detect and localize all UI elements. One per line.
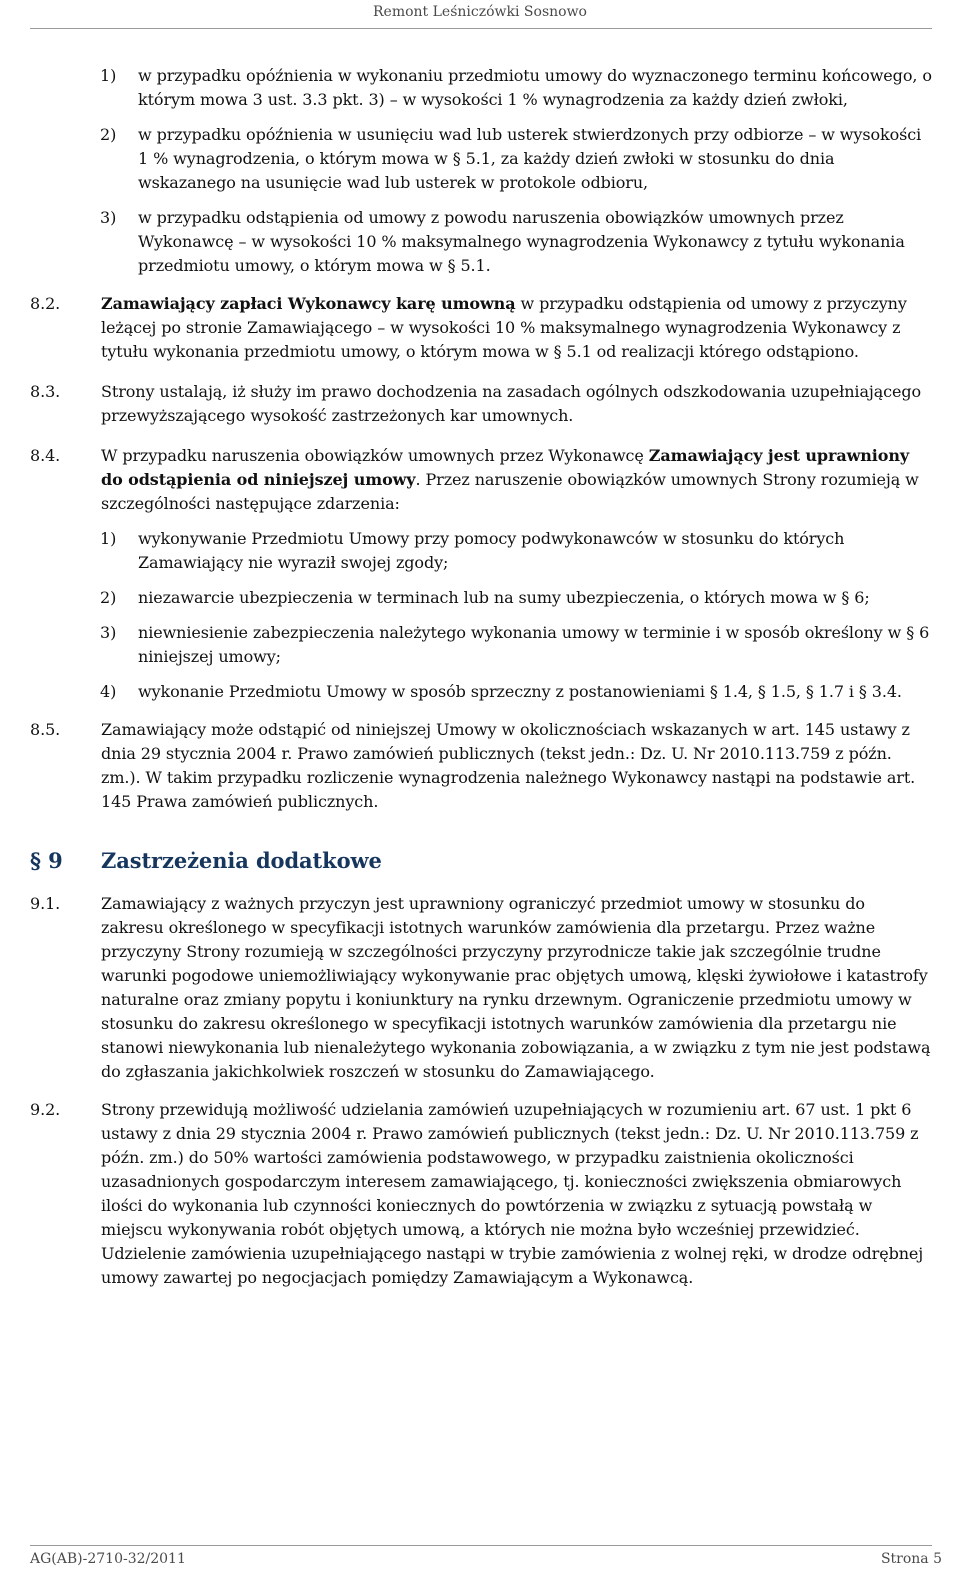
document-body bbox=[30, 64, 932, 1290]
document-reference: AG(AB)-2710-32/2011 bbox=[30, 1551, 186, 1567]
list-item-number: 2) bbox=[100, 588, 117, 607]
clause-text: . Przez naruszenie obowiązków umownych Strony rozumieją w szczególności następujące zdarzenia: bbox=[101, 470, 919, 513]
clause-text: Strony ustalają, iż służy im prawo dochodzenia na zasadach ogólnych odszkodowania uzupełniającego przewyższającego wysokość zastrzeżonych kar umownych. bbox=[101, 382, 922, 425]
section-number: § 9 bbox=[30, 848, 63, 873]
list-item-text: wykonanie Przedmiotu Umowy w sposób sprzeczny z postanowieniami § 1.4, § 1.5, § 1.7 i § 3.4. bbox=[138, 682, 902, 701]
list-item bbox=[30, 621, 932, 669]
list-item-text: w przypadku odstąpienia od umowy z powodu naruszenia obowiązków umownych przez Wykonawcę – w wysokości 10 % maksymalnego wynagrodzenia Wykonawcy z tytułu wykonania przedmiotu umowy, o którym mowa w § 5.1. bbox=[138, 208, 905, 275]
header-divider bbox=[30, 28, 932, 29]
footer-divider bbox=[30, 1545, 932, 1546]
list-item-text: wykonywanie Przedmiotu Umowy przy pomocy podwykonawców w stosunku do których Zamawiający nie wyraził swojej zgody; bbox=[138, 529, 845, 572]
clause-text: W przypadku naruszenia obowiązków umownych przez Wykonawcę bbox=[101, 446, 644, 465]
clause-8-2 bbox=[30, 292, 932, 364]
list-item-text: niezawarcie ubezpieczenia w terminach lub na sumy ubezpieczenia, o których mowa w § 6; bbox=[138, 588, 870, 607]
section-heading bbox=[30, 849, 932, 881]
list-item-text: niewniesienie zabezpieczenia należytego wykonania umowy w terminie i w sposób określony w § 6 niniejszej umowy; bbox=[138, 623, 930, 666]
clause-bold-text: Zamawiający zapłaci Wykonawcy karę umowną bbox=[101, 294, 516, 313]
clause-8-5 bbox=[30, 718, 932, 814]
list-item bbox=[30, 586, 932, 610]
running-header: Remont Leśniczówki Sosnowo bbox=[373, 4, 587, 20]
list-item bbox=[30, 64, 932, 112]
list-item-number: 4) bbox=[100, 682, 117, 701]
clause-9-2 bbox=[30, 1098, 932, 1290]
list-item-text: w przypadku opóźnienia w wykonaniu przedmiotu umowy do wyznaczonego terminu końcowego, o którym mowa 3 ust. 3.3 pkt. 3) – w wysokości 1 % wynagrodzenia za każdy dzień zwłoki, bbox=[138, 66, 932, 109]
clause-number: 8.5. bbox=[30, 720, 61, 739]
clause-text: w przypadku odstąpienia od umowy z przyczyny leżącej po stronie Zamawiającego – w wysokości 10 % maksymalnego wynagrodzenia Wykonawcy z tytułu wykonania przedmiotu umowy, o którym mowa w § 5.1 od realizacji którego odstąpiono. bbox=[101, 294, 907, 361]
clause-bold-text: Zamawiający jest uprawniony do odstąpienia od niniejszej umowy bbox=[101, 446, 910, 489]
clause-text: Zamawiający może odstąpić od niniejszej Umowy w okolicznościach wskazanych w art. 145 ustawy z dnia 29 stycznia 2004 r. Prawo zamówień publicznych (tekst jedn.: Dz. U. Nr 2010.113.759 z późn. zm.). W takim przypadku rozliczenie wynagrodzenia należnego Wykonawcy nastąpi na podstawie art. 145 Prawa zamówień publicznych. bbox=[101, 720, 916, 811]
list-item bbox=[30, 206, 932, 278]
clause-text: Strony przewidują możliwość udzielania zamówień uzupełniających w rozumieniu art. 67 ust. 1 pkt 6 ustawy z dnia 29 stycznia 2004 r. Prawo zamówień publicznych (tekst jedn.: Dz. U. Nr 2010.113.759 z późn. zm.) do 50% wartości zamówienia podstawowego, w przypadku zaistnienia okoliczności uzasadnionych gospodarczym interesem zamawiającego, tj. konieczności zwiększenia obmiarowych ilości do wykonania lub czynności koniecznych do powtórzenia w związku z sytuacją powstałą w miejscu wykonywania robót objętych umową, a których nie można było wcześniej przewidzieć. Udzielenie zamówienia uzupełniającego nastąpi w trybie zamówienia z wolnej ręki, w drodze odrębnej umowy zawartej po negocjacjach pomiędzy Zamawiającym a Wykonawcą. bbox=[101, 1100, 924, 1287]
list-item-number: 3) bbox=[100, 208, 117, 227]
clause-text: Zamawiający z ważnych przyczyn jest uprawniony ograniczyć przedmiot umowy w stosunku do zakresu określonego w specyfikacji istotnych warunków zamówienia dla przetargu. Przez ważne przyczyny Strony rozumieją w szczególności przyczyny przyrodnicze takie jak szczególnie trudne warunki pogodowe uniemożliwiający wykonywanie prac objętych umową, klęski żywiołowe i katastrofy naturalne oraz zmiany popytu i koniunktury na rynku drzewnym. Ograniczenie przedmiotu umowy w stosunku do zakresu określonego w specyfikacji istotnych warunków zamówienia dla przetargu nie stanowi niewykonania lub nienależytego wykonania zobowiązania, a w związku z tym nie jest podstawą do zgłaszania jakichkolwiek roszczeń w stosunku do Zamawiającego. bbox=[101, 894, 931, 1081]
list-item-number: 1) bbox=[100, 529, 117, 548]
clause-8-3 bbox=[30, 380, 932, 428]
list-item bbox=[30, 680, 932, 704]
clause-8-4 bbox=[30, 444, 932, 516]
clause-number: 8.2. bbox=[30, 294, 61, 313]
section-title: Zastrzeżenia dodatkowe bbox=[101, 848, 382, 873]
list-item bbox=[30, 527, 932, 575]
page-number: Strona 5 bbox=[880, 1551, 942, 1567]
list-item-text: w przypadku opóźnienia w usunięciu wad lub usterek stwierdzonych przy odbiorze – w wysokości 1 % wynagrodzenia, o którym mowa w § 5.1, za każdy dzień zwłoki w stosunku do dnia wskazanego na usunięcie wad lub usterek w protokole odbioru, bbox=[138, 125, 922, 192]
clause-number: 9.1. bbox=[30, 894, 61, 913]
list-item-number: 2) bbox=[100, 125, 117, 144]
list-item bbox=[30, 123, 932, 195]
clause-number: 8.4. bbox=[30, 446, 61, 465]
clause-9-1 bbox=[30, 892, 932, 1084]
clause-number: 9.2. bbox=[30, 1100, 61, 1119]
list-item-number: 1) bbox=[100, 66, 117, 85]
clause-number: 8.3. bbox=[30, 382, 61, 401]
list-item-number: 3) bbox=[100, 623, 117, 642]
